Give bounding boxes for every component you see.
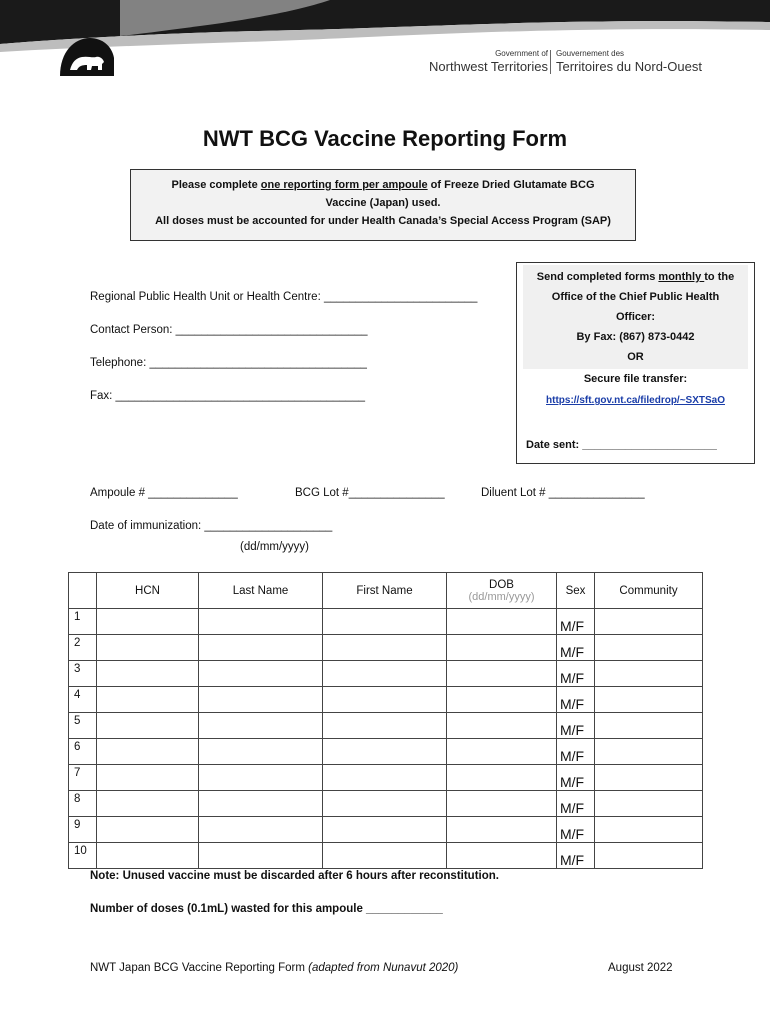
first-name-cell[interactable] [323, 739, 447, 765]
sex-cell[interactable]: M/F [557, 661, 595, 687]
last-name-cell[interactable] [199, 843, 323, 869]
header-dob [447, 573, 557, 609]
instructions-box [130, 169, 636, 241]
dob-cell[interactable] [447, 817, 557, 843]
doses-wasted-field[interactable]: Number of doses (0.1mL) wasted for this ampoule ____________ [90, 903, 443, 915]
row-number: 10 [69, 843, 97, 869]
dob-cell[interactable] [447, 843, 557, 869]
last-name-cell[interactable] [199, 713, 323, 739]
send-l1-underline: monthly [658, 271, 705, 283]
first-name-cell[interactable] [323, 817, 447, 843]
send-line2: Office of the Chief Public Health [551, 291, 720, 303]
dob-cell[interactable] [447, 713, 557, 739]
send-l1-post: to the [704, 271, 735, 283]
first-name-cell[interactable] [323, 791, 447, 817]
row-number: 4 [69, 687, 97, 713]
diluent-lot-field[interactable]: Diluent Lot # _______________ [481, 487, 645, 499]
date-sent-field[interactable]: Date sent: ______________________ [526, 439, 717, 451]
header-first-name: First Name [323, 573, 447, 609]
row-number: 9 [69, 817, 97, 843]
immunization-date-format: (dd/mm/yyyy) [240, 541, 309, 553]
send-grey-panel [523, 265, 748, 369]
instructions-line2: Vaccine (Japan) used. [325, 197, 441, 209]
row-number: 8 [69, 791, 97, 817]
table-row [69, 713, 703, 739]
bcg-lot-field[interactable]: BCG Lot #_______________ [295, 487, 445, 499]
footer-form-name [90, 962, 458, 974]
sex-cell[interactable]: M/F [557, 713, 595, 739]
hcn-cell[interactable] [97, 739, 199, 765]
dob-cell[interactable] [447, 609, 557, 635]
header-hcn: HCN [97, 573, 199, 609]
table-row [69, 791, 703, 817]
send-fax: By Fax: (867) 873-0442 [576, 331, 695, 343]
dob-cell[interactable] [447, 687, 557, 713]
table-row [69, 661, 703, 687]
contact-person-field[interactable]: Contact Person: ______________________________ [90, 324, 368, 336]
sex-cell[interactable]: M/F [557, 609, 595, 635]
gov-en-small: Government of [495, 49, 548, 58]
instr-l1-post: of Freeze Dried Glutamate BCG [427, 179, 595, 191]
send-line1 [523, 267, 748, 287]
row-number: 3 [69, 661, 97, 687]
header-number [69, 573, 97, 609]
table-row [69, 843, 703, 869]
table-row [69, 635, 703, 661]
send-secure-label: Secure file transfer: [583, 373, 688, 385]
sex-cell[interactable]: M/F [557, 739, 595, 765]
footer-left-italic: (adapted from Nunavut 2020) [308, 962, 459, 974]
community-cell[interactable] [595, 791, 703, 817]
last-name-cell[interactable] [199, 661, 323, 687]
header-sex: Sex [557, 573, 595, 609]
first-name-cell[interactable] [323, 843, 447, 869]
community-cell[interactable] [595, 765, 703, 791]
table-body [69, 609, 703, 869]
last-name-cell[interactable] [199, 687, 323, 713]
community-cell[interactable] [595, 661, 703, 687]
sex-cell[interactable]: M/F [557, 687, 595, 713]
sex-cell[interactable]: M/F [557, 635, 595, 661]
unused-vaccine-note: Note: Unused vaccine must be discarded after 6 hours after reconstitution. [90, 870, 499, 882]
gov-fr-small: Gouvernement des [556, 49, 625, 58]
hcn-cell[interactable] [97, 843, 199, 869]
footer-date: August 2022 [608, 962, 673, 974]
first-name-cell[interactable] [323, 713, 447, 739]
dob-cell[interactable] [447, 635, 557, 661]
last-name-cell[interactable] [199, 739, 323, 765]
table-header-row [69, 573, 703, 609]
table-row [69, 687, 703, 713]
dob-cell[interactable] [447, 791, 557, 817]
row-number: 6 [69, 739, 97, 765]
dob-format: (dd/mm/yyyy) [468, 590, 535, 603]
sex-cell[interactable]: M/F [557, 843, 595, 869]
instructions-line1 [131, 176, 635, 194]
footer-left: NWT Japan BCG Vaccine Reporting Form [90, 962, 309, 974]
first-name-cell[interactable] [323, 687, 447, 713]
community-cell[interactable] [595, 635, 703, 661]
hcn-cell[interactable] [97, 765, 199, 791]
gov-fr-big: Territoires du Nord-Ouest [556, 59, 702, 74]
sex-cell[interactable]: M/F [557, 817, 595, 843]
government-fr-wordmark [556, 49, 716, 74]
hcn-cell[interactable] [97, 791, 199, 817]
hcn-cell[interactable] [97, 609, 199, 635]
send-line3: Officer: [615, 311, 656, 323]
row-number: 1 [69, 609, 97, 635]
immunization-date-field[interactable]: Date of immunization: ____________________ [90, 520, 333, 532]
nwt-polar-bear-logo-icon [58, 32, 114, 76]
row-number: 5 [69, 713, 97, 739]
row-number: 7 [69, 765, 97, 791]
hcn-cell[interactable] [97, 713, 199, 739]
ampoule-field[interactable]: Ampoule # ______________ [90, 487, 238, 499]
last-name-cell[interactable] [199, 765, 323, 791]
telephone-field[interactable]: Telephone: __________________________________ [90, 357, 367, 369]
first-name-cell[interactable] [323, 661, 447, 687]
header-community: Community [595, 573, 703, 609]
send-or: OR [627, 351, 644, 363]
hcn-cell[interactable] [97, 635, 199, 661]
last-name-cell[interactable] [199, 817, 323, 843]
sex-cell[interactable]: M/F [557, 765, 595, 791]
last-name-cell[interactable] [199, 609, 323, 635]
government-en-wordmark [424, 49, 548, 74]
send-instructions-box [516, 262, 755, 464]
community-cell[interactable] [595, 843, 703, 869]
instr-l1-pre: Please complete [171, 179, 261, 191]
row-number: 2 [69, 635, 97, 661]
dob-cell[interactable] [447, 661, 557, 687]
fax-field[interactable]: Fax: _______________________________________ [90, 390, 365, 402]
hcn-cell[interactable] [97, 817, 199, 843]
sex-cell[interactable]: M/F [557, 791, 595, 817]
instructions-line3: All doses must be accounted for under Health Canada’s Special Access Program (SAP) [155, 215, 611, 227]
hcn-cell[interactable] [97, 687, 199, 713]
send-l1-pre: Send completed forms [536, 271, 659, 283]
wordmark-divider [550, 50, 551, 74]
first-name-cell[interactable] [323, 765, 447, 791]
community-cell[interactable] [595, 609, 703, 635]
table-row [69, 817, 703, 843]
first-name-cell[interactable] [323, 609, 447, 635]
community-cell[interactable] [595, 739, 703, 765]
table-row [69, 739, 703, 765]
health-unit-field[interactable]: Regional Public Health Unit or Health Centre: ________________________ [90, 291, 478, 303]
last-name-cell[interactable] [199, 791, 323, 817]
filedrop-link[interactable]: https://sft.gov.nt.ca/filedrop/~SXTSaO [546, 395, 725, 406]
immunization-table [68, 572, 703, 869]
community-cell[interactable] [595, 687, 703, 713]
header-last-name: Last Name [199, 573, 323, 609]
community-cell[interactable] [595, 817, 703, 843]
table-row [69, 609, 703, 635]
last-name-cell[interactable] [199, 635, 323, 661]
community-cell[interactable] [595, 713, 703, 739]
dob-cell[interactable] [447, 739, 557, 765]
dob-cell[interactable] [447, 765, 557, 791]
table-row [69, 765, 703, 791]
hcn-cell[interactable] [97, 661, 199, 687]
first-name-cell[interactable] [323, 635, 447, 661]
dob-label: DOB [489, 578, 514, 591]
instr-l1-underline: one reporting form per ampoule [260, 179, 428, 191]
gov-en-big: Northwest Territories [429, 59, 548, 74]
page-title: NWT BCG Vaccine Reporting Form [202, 126, 568, 151]
